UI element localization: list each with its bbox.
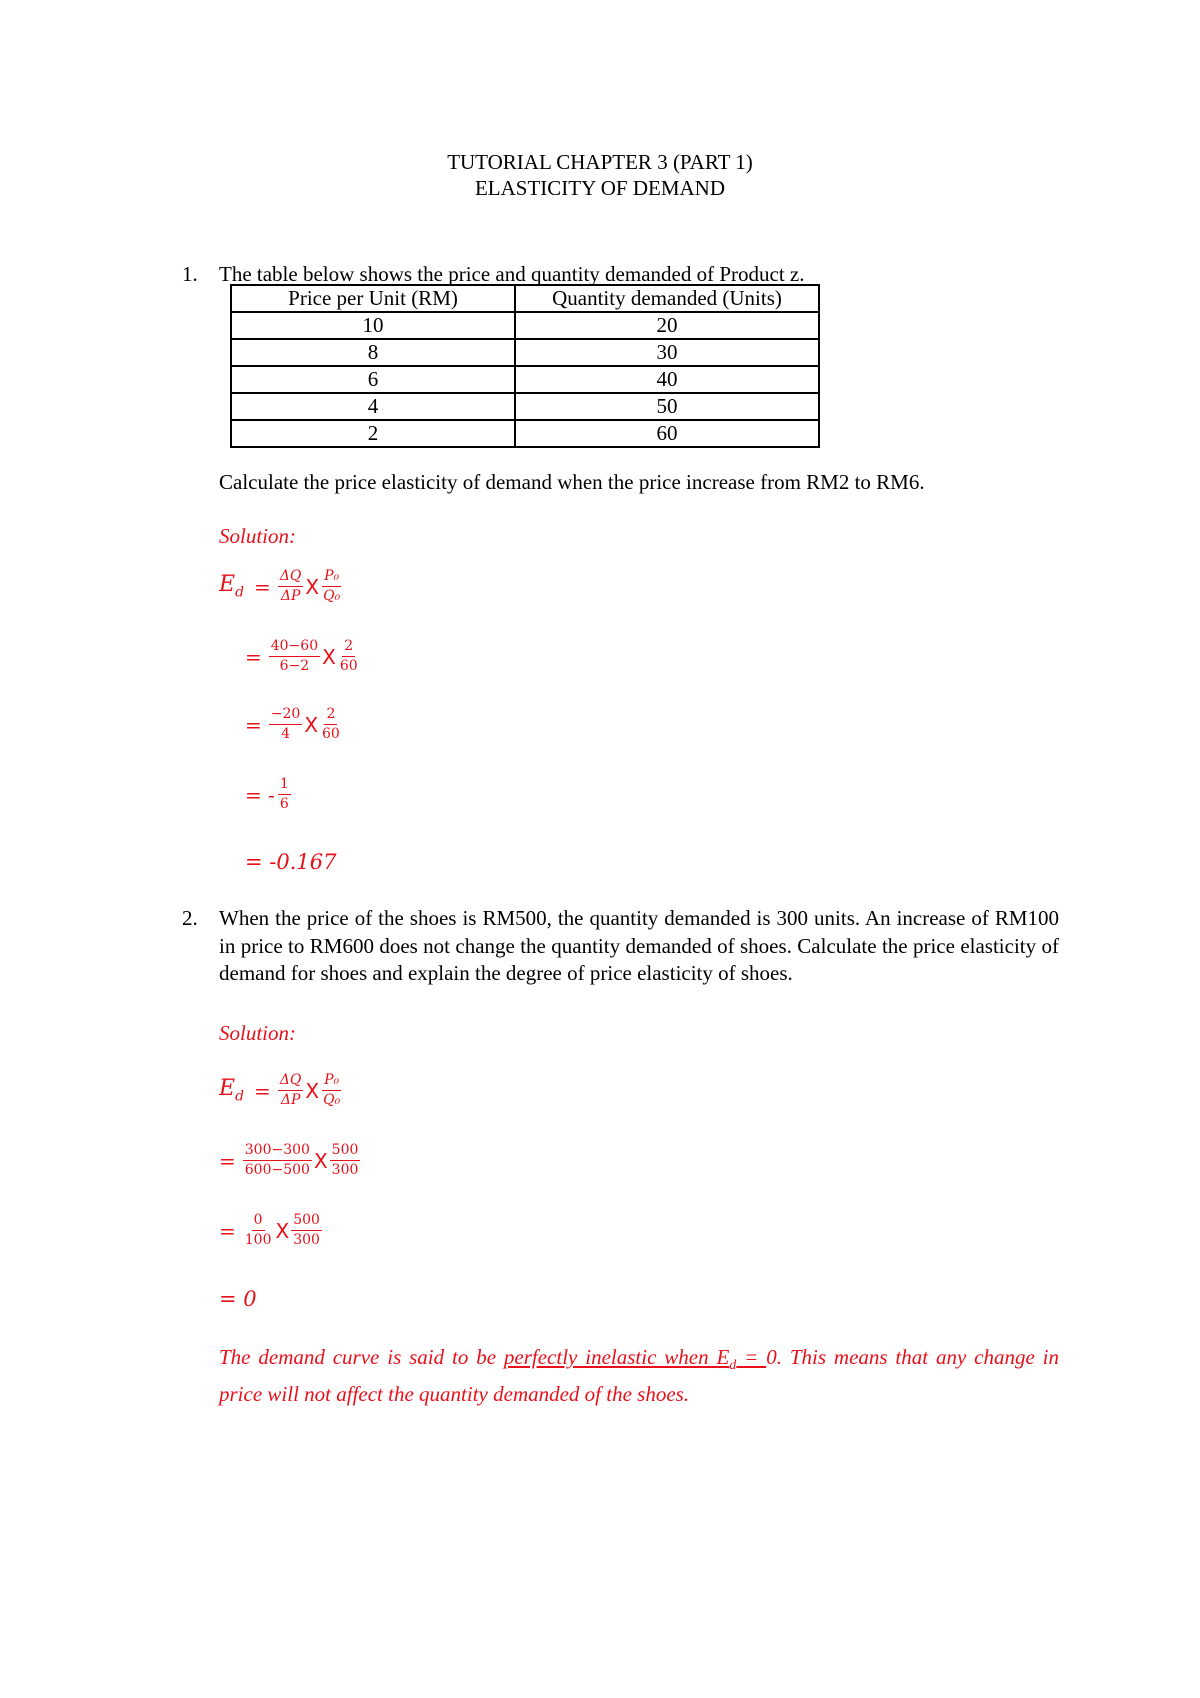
q1-step-1: = $\frac{40-60}{6-2}$ X $\frac{2}{60}$	[245, 638, 358, 674]
table-cell-price: 10	[231, 312, 515, 339]
table-cell-quantity: 60	[515, 420, 819, 447]
q2-step-2: = $\frac{0}{100}$ X $\frac{500}{300}$	[219, 1212, 320, 1248]
table-cell-quantity: 50	[515, 393, 819, 420]
table-header-quantity: Quantity demanded (Units)	[515, 285, 819, 312]
question-2-text: When the price of the shoes is RM500, the quantity demanded is 300 units. An increase of RM100 in price to RM600 does not change the quantity demanded of shoes. Calculate the price elasticity of demand for shoes and explain the degree of price elasticity of shoes.	[219, 906, 1059, 985]
table-row	[231, 393, 819, 420]
fraction-delta: $\frac{\Delta Q}{\Delta P}$	[279, 568, 302, 604]
solution-1-label: Solution:	[219, 524, 296, 548]
solution-2-label: Solution:	[219, 1021, 296, 1045]
elasticity-symbol: $E_d$	[219, 572, 245, 601]
table-row	[231, 339, 819, 366]
q1-step-3: = - $\frac{1}{6}$	[245, 776, 289, 812]
question-1-text: The table below shows the price and quantity demanded of Product z.	[219, 262, 805, 286]
table-row	[231, 312, 819, 339]
question-1-number: 1.	[182, 262, 198, 286]
q1-result: = -0.167	[245, 850, 337, 874]
q2-formula: $E_d$ = $\frac{\Delta Q}{\Delta P}$ X $\frac{\text{P₀}}{\text{Q₀}}$	[219, 1072, 341, 1108]
equals-sign: =	[254, 574, 271, 599]
multiply-sign: X	[305, 574, 320, 599]
q1-step-2: = $\frac{-20}{4}$ X $\frac{2}{60}$	[245, 706, 340, 742]
table-cell-price: 2	[231, 420, 515, 447]
table-header-price: Price per Unit (RM)	[231, 285, 515, 312]
question-2-number: 2.	[182, 906, 198, 930]
table-header-row	[231, 285, 819, 312]
table-cell-quantity: 20	[515, 312, 819, 339]
elasticity-symbol: $E_d$	[219, 1076, 245, 1105]
table-row	[231, 420, 819, 447]
table-cell-price: 8	[231, 339, 515, 366]
table-cell-price: 4	[231, 393, 515, 420]
fraction-base: $\frac{\text{P₀}}{\text{Q₀}}$	[323, 568, 341, 604]
document-subtitle: ELASTICITY OF DEMAND	[474, 176, 726, 200]
q2-step-1: = $\frac{300-300}{600-500}$ X $\frac{500}{300}$	[219, 1142, 359, 1178]
question-1-prompt: Calculate the price elasticity of demand when the price increase from RM2 to RM6.	[219, 470, 925, 494]
table-cell-quantity: 30	[515, 339, 819, 366]
price-quantity-table	[230, 284, 820, 448]
q1-formula	[219, 568, 343, 605]
table-cell-price: 6	[231, 366, 515, 393]
q2-conclusion: The demand curve is said to be perfectly inelastic when $E_d = 0$. This means that any change in price will not affect the quantity demanded of the shoes.	[219, 1345, 1060, 1407]
document-title: TUTORIAL CHAPTER 3 (PART 1)	[447, 150, 753, 174]
table-row	[231, 366, 819, 393]
q2-result: = 0	[219, 1287, 257, 1311]
table-cell-quantity: 40	[515, 366, 819, 393]
